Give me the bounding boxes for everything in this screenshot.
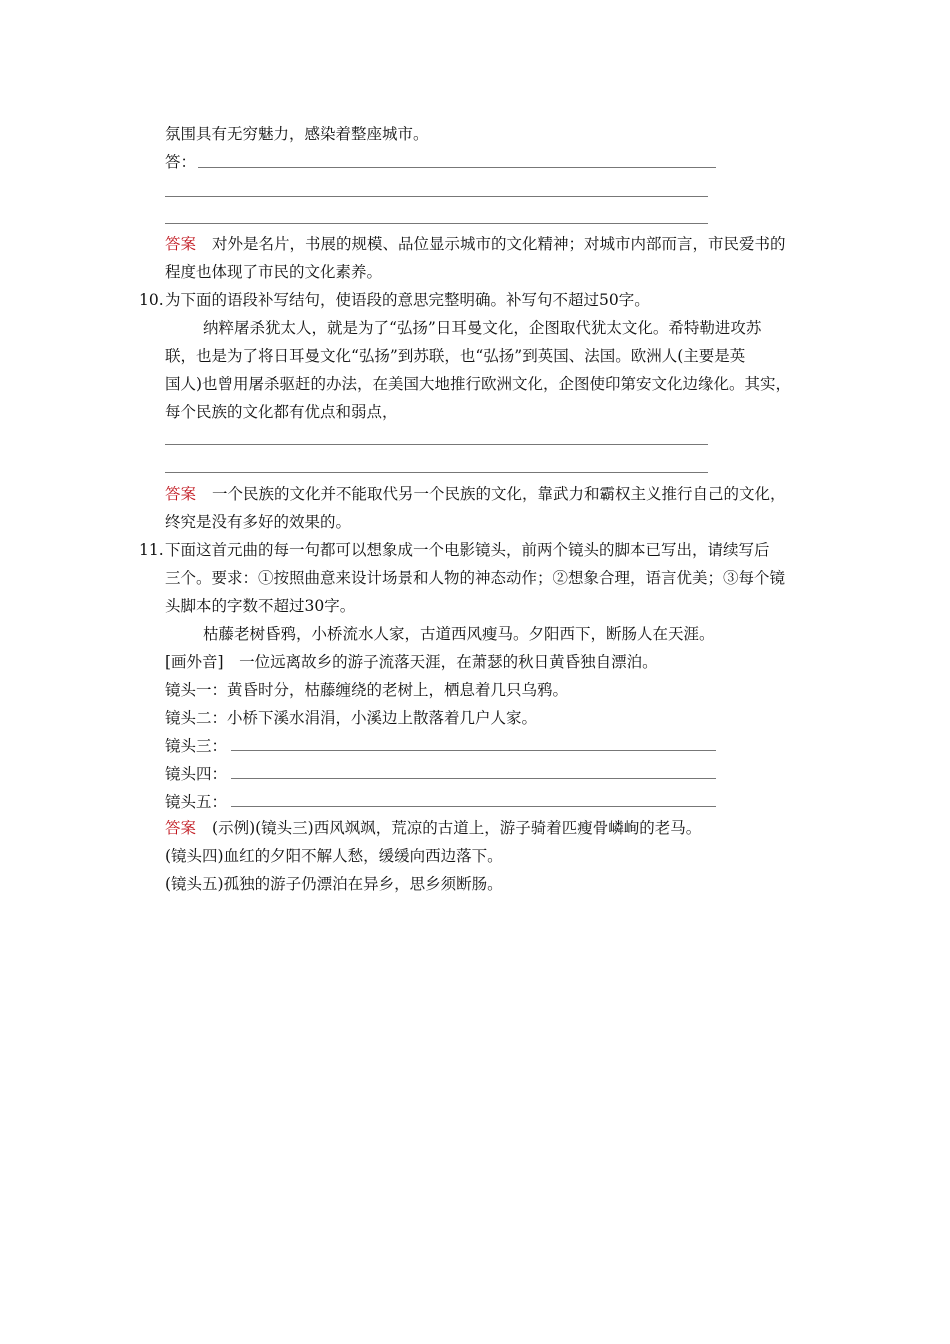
q11-shot-3-label: 镜头三： bbox=[165, 737, 228, 755]
q10-answer bbox=[165, 484, 786, 504]
q10-passage-line: 每个民族的文化都有优点和弱点， bbox=[165, 403, 398, 421]
q11-answer bbox=[165, 818, 701, 838]
q10-prompt: 为下面的语段补写结句，使语段的意思完整明确。补写句不超过50字。 bbox=[165, 291, 650, 309]
q11-poem: 枯藤老树昏鸦，小桥流水人家，古道西风瘦马。夕阳西下，断肠人在天涯。 bbox=[203, 625, 715, 643]
q10-passage-line: 联，也是为了将日耳曼文化“弘扬”到苏联，也“弘扬”到英国、法国。欧洲人(主要是英 bbox=[165, 347, 746, 365]
q11-shot-5-label: 镜头五： bbox=[165, 793, 228, 811]
answer-blank-line bbox=[231, 750, 716, 751]
answer-blank-line bbox=[165, 223, 708, 224]
answer-label: 答案 bbox=[165, 819, 197, 837]
answer-text: 一个民族的文化并不能取代另一个民族的文化，靠武力和霸权主义推行自己的文化， bbox=[212, 485, 786, 503]
answer-blank-line bbox=[231, 806, 716, 807]
question-number: 10. bbox=[139, 291, 164, 309]
answer-blank-line bbox=[165, 444, 708, 445]
q10-passage-line: 国人)也曾用屠杀驱赶的办法，在美国大地推行欧洲文化，企图使印第安文化边缘化。其实， bbox=[165, 375, 792, 393]
q11-shot-4-label: 镜头四： bbox=[165, 765, 228, 783]
answer-text: (镜头四)血红的夕阳不解人愁，缓缓向西边落下。 bbox=[165, 847, 503, 865]
answer-text: 程度也体现了市民的文化素养。 bbox=[165, 263, 383, 281]
answer-blank-line bbox=[198, 167, 716, 168]
answer-label: 答案 bbox=[165, 235, 197, 253]
answer-text: (示例)(镜头三)西风飒飒，荒凉的古道上，游子骑着匹瘦骨嶙峋的老马。 bbox=[212, 819, 702, 837]
q9-answer-prompt: 答： bbox=[165, 153, 197, 171]
answer-blank-line bbox=[165, 196, 708, 197]
q9-answer bbox=[165, 234, 786, 254]
q11-shot-1: 镜头一：黄昏时分，枯藤缠绕的老树上，栖息着几只乌鸦。 bbox=[165, 681, 569, 699]
answer-text: (镜头五)孤独的游子仍漂泊在异乡，思乡须断肠。 bbox=[165, 875, 503, 893]
q11-prompt-line: 三个。要求：①按照曲意来设计场景和人物的神态动作；②想象合理，语言优美；③每个镜 bbox=[165, 569, 786, 587]
q9-text: 氛围具有无穷魅力，感染着整座城市。 bbox=[165, 125, 429, 143]
q11-prompt-line: 下面这首元曲的每一句都可以想象成一个电影镜头，前两个镜头的脚本已写出，请续写后 bbox=[165, 541, 770, 559]
q11-prompt-line: 头脚本的字数不超过30字。 bbox=[165, 597, 356, 615]
q11-shot-2: 镜头二：小桥下溪水涓涓，小溪边上散落着几户人家。 bbox=[165, 709, 538, 727]
answer-text: 终究是没有多好的效果的。 bbox=[165, 513, 352, 531]
q11-voiceover: [画外音] 一位远离故乡的游子流落天涯，在萧瑟的秋日黄昏独自漂泊。 bbox=[165, 653, 658, 671]
answer-blank-line bbox=[165, 472, 708, 473]
answer-label: 答案 bbox=[165, 485, 197, 503]
answer-blank-line bbox=[231, 778, 716, 779]
q10-passage-line: 纳粹屠杀犹太人，就是为了“弘扬”日耳曼文化，企图取代犹太文化。希特勒进攻苏 bbox=[203, 319, 762, 337]
answer-text: 对外是名片，书展的规模、品位显示城市的文化精神；对城市内部而言，市民爱书的 bbox=[212, 235, 786, 253]
question-number: 11. bbox=[139, 541, 164, 559]
